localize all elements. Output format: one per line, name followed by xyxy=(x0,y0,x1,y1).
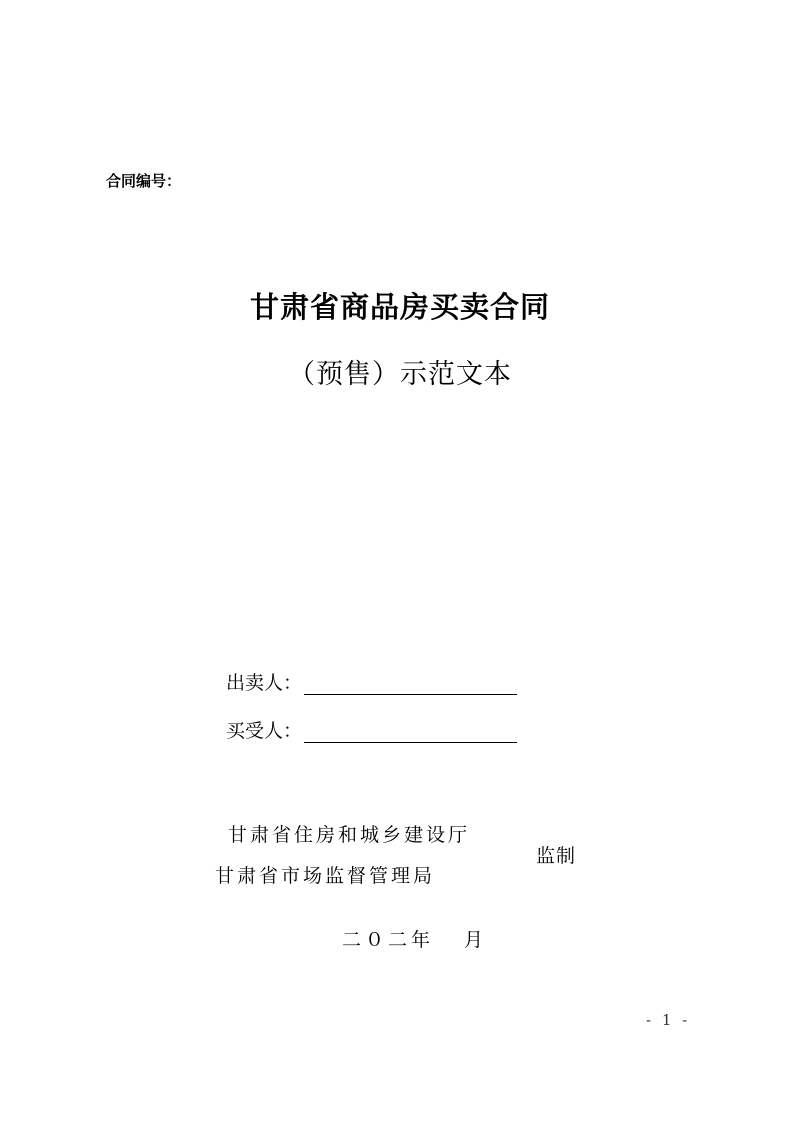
date-month: 月 xyxy=(464,929,488,951)
issuer-market-regulation-bureau: 甘肃省市场监督管理局 xyxy=(215,865,436,887)
seller-label: 出卖人： xyxy=(226,672,303,694)
buyer-label: 买受人： xyxy=(226,720,303,742)
contract-number-label: 合同编号： xyxy=(106,172,182,190)
issuer-housing-department: 甘肃省住房和城乡建设厅 xyxy=(228,824,471,846)
seller-blank-line[interactable] xyxy=(304,674,517,695)
seller-row xyxy=(226,668,517,695)
document-title: 甘肃省商品房买卖合同 xyxy=(249,290,550,324)
buyer-row xyxy=(226,716,517,743)
buyer-blank-line[interactable] xyxy=(304,722,517,743)
page-number: - 1 - xyxy=(646,1011,691,1029)
issue-date xyxy=(342,925,487,952)
document-subtitle: （预售）示范文本 xyxy=(288,359,512,390)
date-year: 二０二年 xyxy=(342,929,435,951)
supervised-label: 监制 xyxy=(536,845,577,867)
